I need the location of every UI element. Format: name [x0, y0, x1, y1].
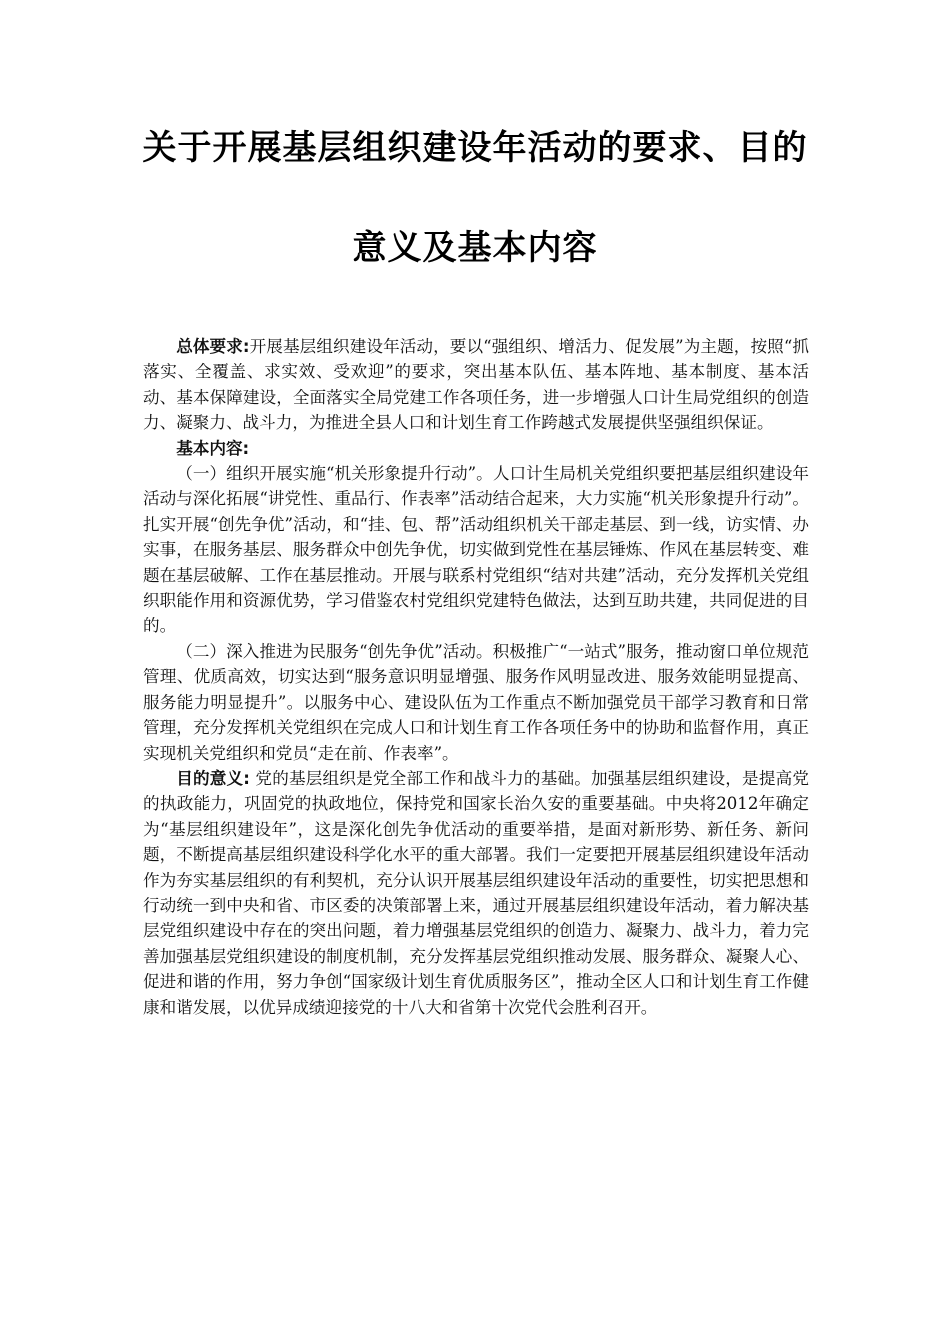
overall-requirements-paragraph	[143, 334, 809, 436]
document-title-line-1: 关于开展基层组织建设年活动的要求、目的	[142, 128, 808, 168]
purpose-significance-text: 党的基层组织是党全部工作和战斗力的基础。加强基层组织建设，是提高党的执政能力，巩固党的执政地位，保持党和国家长治久安的重要基础。中央将2012年确定为“基层组织建设年”，这是深化创先争优活动的重要举措，是面对新形势、新任务、新问题，不断提高基层组织建设科学化水平的重大部署。我们一定要把开展基层组织建设年活动作为夯实基层组织的有利契机，充分认识开展基层组织建设年活动的重要性，切实把思想和行动统一到中央和省、市区委的决策部署上来，通过开展基层组织建设年活动，着力解决基层党组织建设中存在的突出问题，着力增强基层党组织的创造力、凝聚力、战斗力，着力完善加强基层党组织建设的制度机制，充分发挥基层党组织推动发展、服务群众、凝聚人心、促进和谐的作用，努力争创“国家级计划生育优质服务区”，推动全区人口和计划生育工作健康和谐发展，以优异成绩迎接党的十八大和省第十次党代会胜利召开。	[143, 768, 809, 1017]
basic-content-item-1: （一）组织开展实施“机关形象提升行动”。人口计生局机关党组织要把基层组织建设年活动与深化拓展“讲党性、重品行、作表率”活动结合起来，大力实施“机关形象提升行动”。扎实开展“创先争优”活动，和“挂、包、帮”活动组织机关干部走基层、到一线，访实情、办实事，在服务基层、服务群众中创先争优，切实做到党性在基层锤炼、作风在基层转变、难题在基层破解、工作在基层推动。开展与联系村党组织“结对共建”活动，充分发挥机关党组织职能作用和资源优势，学习借鉴农村党组织党建特色做法，达到互助共建，共同促进的目的。	[143, 464, 809, 636]
document-title-line-2: 意义及基本内容	[352, 228, 598, 268]
purpose-significance-heading: 目的意义:	[176, 768, 250, 788]
overall-requirements-heading: 总体要求:	[176, 337, 250, 356]
basic-content-heading: 基本内容:	[176, 438, 250, 458]
document-body	[143, 334, 809, 1020]
basic-content-heading-paragraph	[143, 436, 809, 461]
overall-requirements-text: 开展基层组织建设年活动，要以“强组织、增活力、促发展”为主题，按照“抓落实、全覆盖、求实效、受欢迎”的要求，突出基本队伍、基本阵地、基本制度、基本活动、基本保障建设，全面落实全局党建工作各项任务，进一步增强人口计生局党组织的创造力、凝聚力、战斗力，为推进全县人口和计划生育工作跨越式发展提供坚强组织保证。	[143, 337, 809, 433]
basic-content-item-2: （二）深入推进为民服务“创先争优”活动。积极推广“一站式”服务，推动窗口单位规范管理、优质高效，切实达到“服务意识明显增强、服务作风明显改进、服务效能明显提高、服务能力明显提升”。以服务中心、建设队伍为工作重点不断加强党员干部学习教育和日常管理，充分发挥机关党组织在完成人口和计划生育工作各项任务中的协助和监督作用，真正实现机关党组织和党员“走在前、作表率”。	[143, 641, 809, 763]
purpose-significance-paragraph	[143, 766, 809, 1020]
